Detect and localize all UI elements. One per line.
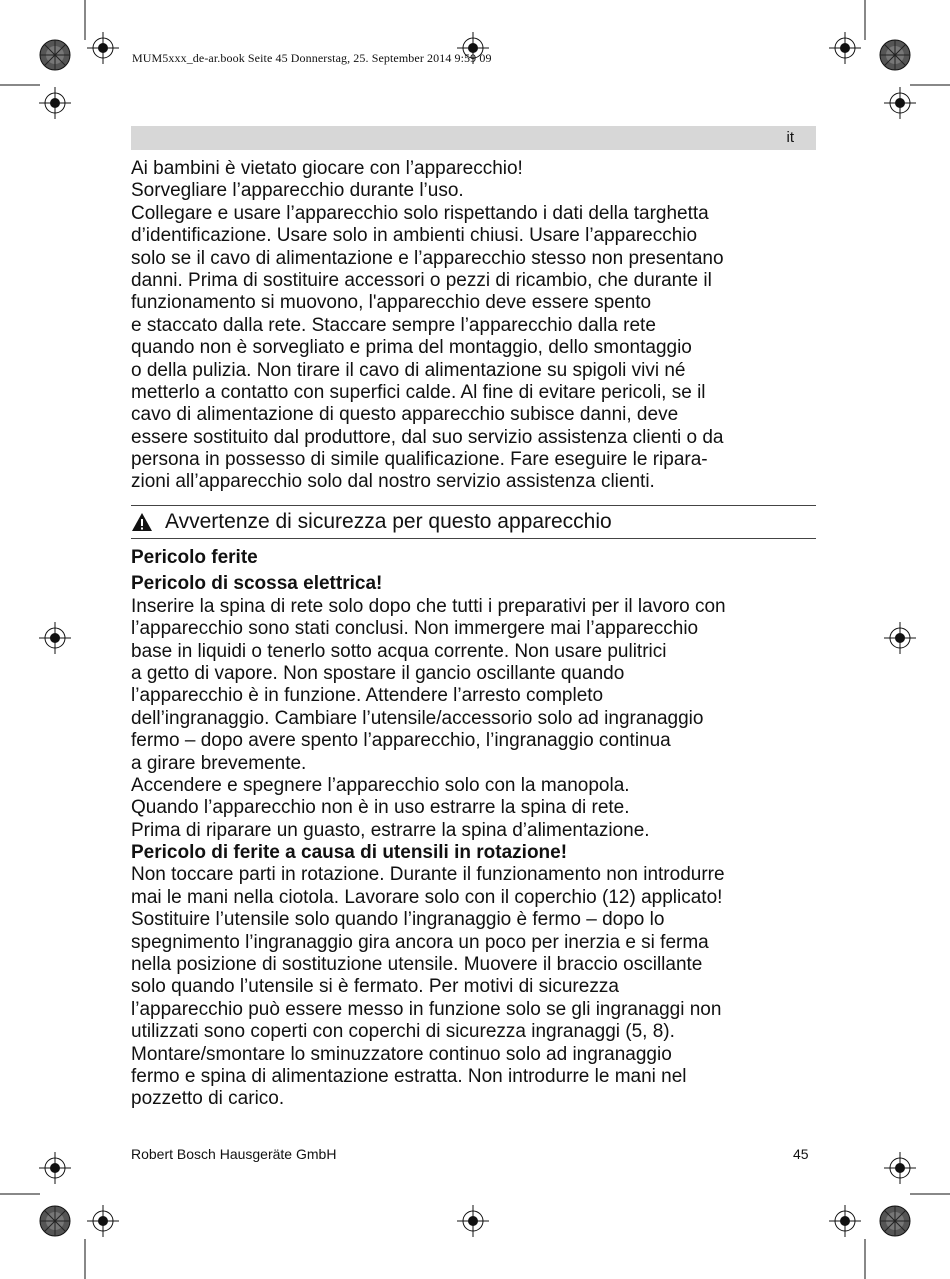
rotation-heading: Pericolo di ferite a causa di utensili in rotazione! [131, 842, 568, 864]
intro-line: persona in possesso di simile qualificazione. Fare eseguire le ripara- [131, 449, 708, 471]
intro-line: o della pulizia. Non tirare il cavo di alimentazione su spigoli vivi né [131, 359, 686, 381]
rotation-line: spegnimento l’ingranaggio gira ancora un poco per inerzia e si ferma [131, 931, 709, 953]
page-number: 45 [793, 1146, 809, 1162]
intro-line: cavo di alimentazione di questo apparecchio subisce danni, deve [131, 404, 679, 426]
shock-line: Quando l’apparecchio non è in uso estrarre la spina di rete. [131, 797, 630, 819]
rotation-line: Non toccare parti in rotazione. Durante il funzionamento non introdurre [131, 864, 725, 886]
rotation-line: Sostituire l’utensile solo quando l’ingranaggio è fermo – dopo lo [131, 909, 665, 931]
intro-line: zioni all’apparecchio solo dal nostro servizio assistenza clienti. [131, 471, 655, 493]
intro-paragraph [131, 158, 821, 494]
rotation-line: mai le mani nella ciotola. Lavorare solo con il coperchio (12) applicato! [131, 886, 723, 908]
intro-line: Ai bambini è vietato giocare con l’apparecchio! [131, 158, 523, 179]
rotation-line: utilizzati sono coperti con coperchi di sicurezza ingranaggi (5, 8). [131, 1021, 675, 1043]
intro-line: metterlo a contatto con superfici calde. Al fine di evitare pericoli, se il [131, 381, 706, 403]
safety-section [131, 547, 821, 1111]
intro-line: funzionamento si muovono, l'apparecchio deve essere spento [131, 292, 652, 314]
intro-line: essere sostituito dal produttore, dal suo servizio assistenza clienti o da [131, 426, 724, 448]
intro-line: d’identificazione. Usare solo in ambienti chiusi. Usare l’apparecchio [131, 225, 698, 247]
intro-line: quando non è sorvegliato e prima del montaggio, dello smontaggio [131, 337, 692, 359]
footer-company: Robert Bosch Hausgeräte GmbH [131, 1146, 337, 1162]
safety-heading [131, 508, 612, 536]
shock-line: fermo – dopo avere spento l’apparecchio, l’ingranaggio continua [131, 730, 671, 752]
intro-line: solo se il cavo di alimentazione e l’apparecchio stesso non presentano [131, 247, 724, 269]
shock-heading: Pericolo di scossa elettrica! [131, 573, 383, 595]
intro-line: Sorvegliare l’apparecchio durante l’uso. [131, 180, 464, 202]
language-code: it [786, 129, 794, 146]
shock-line: a getto di vapore. Non spostare il gancio oscillante quando [131, 662, 625, 684]
injury-heading: Pericolo ferite [131, 547, 258, 568]
intro-line: e staccato dalla rete. Staccare sempre l’apparecchio dalla rete [131, 314, 656, 336]
rotation-line: Montare/smontare lo sminuzzatore continuo solo ad ingranaggio [131, 1043, 672, 1065]
shock-line: Accendere e spegnere l’apparecchio solo con la manopola. [131, 774, 630, 796]
heading-rule-bottom [131, 538, 816, 539]
intro-line: Collegare e usare l’apparecchio solo rispettando i dati della targhetta [131, 202, 709, 224]
warning-triangle-icon [131, 512, 153, 532]
shock-line: dell’ingranaggio. Cambiare l’utensile/accessorio solo ad ingranaggio [131, 707, 704, 729]
book-header: MUM5xxx_de-ar.book Seite 45 Donnerstag, 25. September 2014 9:59 09 [132, 51, 492, 65]
rotation-line: l’apparecchio può essere messo in funzione solo se gli ingranaggi non [131, 998, 722, 1020]
rotation-line: pozzetto di carico. [131, 1088, 285, 1110]
safety-heading-text: Avvertenze di sicurezza per questo apparecchio [165, 510, 612, 533]
rotation-line: solo quando l’utensile si è fermato. Per motivi di sicurezza [131, 976, 619, 998]
shock-line: l’apparecchio è in funzione. Attendere l’arresto completo [131, 685, 604, 707]
shock-line: a girare brevemente. [131, 752, 307, 774]
intro-line: danni. Prima di sostituire accessori o pezzi di ricambio, che durante il [131, 269, 712, 291]
shock-line: Prima di riparare un guasto, estrarre la spina d’alimentazione. [131, 819, 650, 841]
shock-line: base in liquidi o tenerlo sotto acqua corrente. Non usare pulitrici [131, 640, 667, 662]
language-bar [131, 126, 816, 150]
heading-rule-top [131, 505, 816, 506]
rotation-line: fermo e spina di alimentazione estratta. Non introdurre le mani nel [131, 1065, 687, 1087]
shock-line: Inserire la spina di rete solo dopo che tutti i preparativi per il lavoro con [131, 595, 726, 617]
shock-line: l’apparecchio sono stati conclusi. Non immergere mai l’apparecchio [131, 618, 699, 640]
rotation-line: nella posizione di sostituzione utensile. Muovere il braccio oscillante [131, 954, 703, 976]
